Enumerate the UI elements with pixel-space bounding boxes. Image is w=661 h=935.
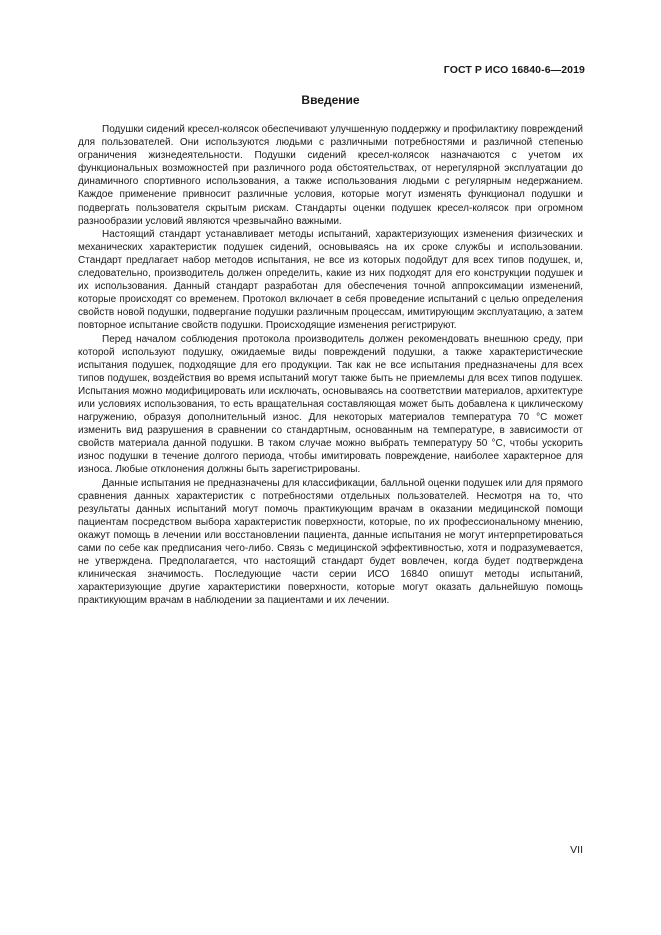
body-text (78, 123, 583, 607)
paragraph-2: Настоящий стандарт устанавливает методы испытаний, характеризующих изменения физических и механических характеристик подушек сидений, основываясь на их сроке службы и использовании. Стандарт предлагает набор методов испытания, не все из которых подойдут для всех типов подушек, и, следовательно, производитель должен определить, какие из них подходят для его конструкции подушек и их использования. Данный стандарт разработан для обеспечения точной аппроксимации изменений, которые происходят со временем. Протокол включает в себя проведение испытаний с целью определения свойств новой подушки, подвергание подушки различным процессам, имитирующим эксплуатацию, а затем повторное испытание свойств подушки. Происходящие изменения регистрируют. (78, 228, 583, 332)
standard-id-header: ГОСТ Р ИСО 16840-6—2019 (443, 64, 585, 76)
paragraph-3: Перед началом соблюдения протокола производитель должен рекомендовать внешнюю среду, при которой используют подушку, ожидаемые виды повреждений подушки, а также характеристические испытания подушек, подходящие для его продукции. Так как не все испытания предназначены для всех типов подушек, воздействия во время испытаний могут также быть не приемлемы для всех типов подушек. Испытания можно модифицировать или исключать, основываясь на соответствии материалов, архитектуре или условиях использования, то есть вращательная составляющая может быть добавлена к циклическому нагружению, образуя дополнительный износ. Для некоторых материалов температура 70 °С может изменить вид разрушения в сравнении со стандартным, основанным на температуре, в зависимости от свойств материала данной подушки. В таком случае можно выбрать температуру 50 °С, чтобы ускорить износ подушки в течение долгого периода, чтобы имитировать повреждение, наиболее характерное для износа. Любые отклонения должны быть зарегистрированы. (78, 333, 583, 476)
page-number: VII (570, 844, 583, 856)
section-title: Введение (301, 93, 360, 107)
paragraph-4: Данные испытания не предназначены для классификации, балльной оценки подушек или для прямого сравнения данных характеристик с потребностями отдельных пользователей. Несмотря на то, что результаты данных испытаний могут помочь практикующим врачам в оказании медицинской помощи пациентам посредством выбора характеристик поверхности, которые, по их профессиональному мнению, окажут помощь в лечении или восстановлении пациента, данные испытания не могут интерпретироваться сами по себе как предписания чего-либо. Связь с медицинской эффективностью, хотя и подразумевается, не утверждена. Предполагается, что настоящий стандарт будет вовлечен, когда будет подтверждена клиническая значимость. Последующие части серии ИСО 16840 опишут методы испытаний, характеризующие другие характеристики поверхности, которые могут оказать дальнейшую помощь практикующим врачам в наблюдении за пациентами и их лечении. (78, 477, 583, 607)
paragraph-1: Подушки сидений кресел-колясок обеспечивают улучшенную поддержку и профилактику повреждений для пользователей. Они используются людьми с различными потребностями и различной степенью ограничения жизнедеятельности. Подушки сидений кресел-колясок назначаются с учетом их функциональных возможностей при различного рода обстоятельствах, от нерегулярной эксплуатации до динамичного спортивного использования, а также использования людьми с регулярным недержанием. Каждое применение привносит различные условия, которые могут изменять функционал подушки и подвергать пользователя скрытым рискам. Стандарты оценки подушек кресел-колясок при огромном разнообразии условий являются чрезвычайно важными. (78, 124, 583, 227)
